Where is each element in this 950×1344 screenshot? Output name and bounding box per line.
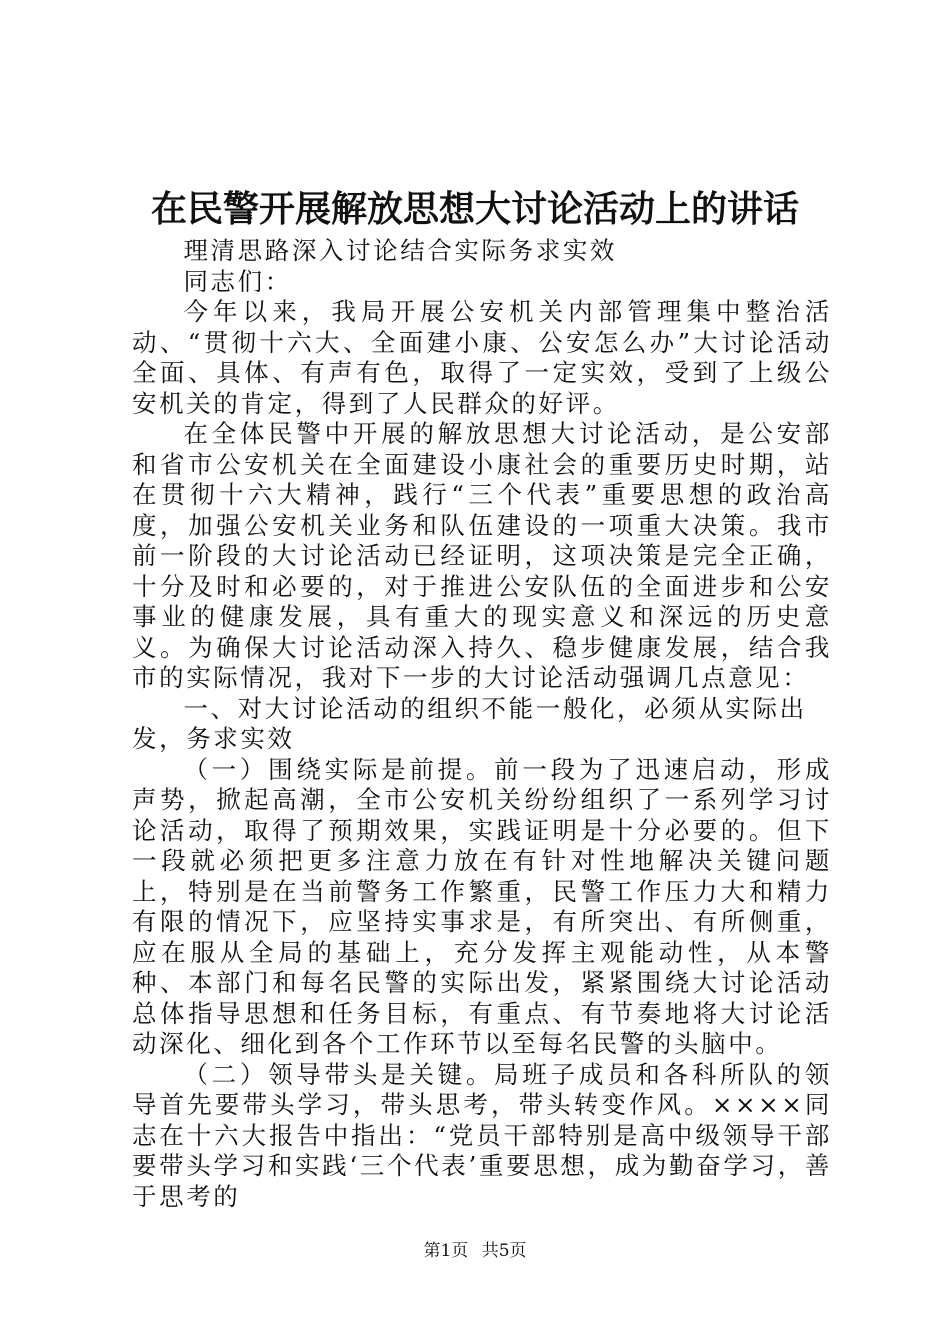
paragraph: （二）领导带头是关键。局班子成员和各科所队的领导首先要带头学习，带头思考，带头转变作风。××××同志在十六大报告中指出：“党员干部特别是高中级领导干部要带头学习和实践‘三个代表’重要思想，成为勤奋学习，善于思考的 xyxy=(132,1059,832,1211)
page-number: 第1页 xyxy=(423,1241,469,1261)
salutation: 同志们： xyxy=(183,266,292,296)
section-heading: 一、对大讨论活动的组织不能一般化，必须从实际出发，务求实效 xyxy=(132,693,807,753)
document-body xyxy=(132,236,832,1212)
paragraph: 在全体民警中开展的解放思想大讨论活动，是公安部和省市公安机关在全面建设小康社会的重要历史时期，站在贯彻十六大精神，践行“三个代表”重要思想的政治高度，加强公安机关业务和队伍建设的一项重大决策。我市前一阶段的大讨论活动已经证明，这项决策是完全正确，十分及时和必要的，对于推进公安队伍的全面进步和公安事业的健康发展，具有重大的现实意义和深远的历史意义。为确保大讨论活动深入持久、稳步健康发展，结合我市的实际情况，我对下一步的大讨论活动强调几点意见： xyxy=(132,419,832,692)
paragraph: （一）围绕实际是前提。前一段为了迅速启动，形成声势，掀起高潮，全市公安机关纷纷组织了一系列学习讨论活动，取得了预期效果，实践证明是十分必要的。但下一段就必须把更多注意力放在有针对性地解决关键问题上，特别是在当前警务工作繁重，民警工作压力大和精力有限的情况下，应坚持实事求是，有所突出、有所侧重，应在服从全局的基础上，充分发挥主观能动性，从本警种、本部门和每名民警的实际出发，紧紧围绕大讨论活动总体指导思想和任务目标，有重点、有节奏地将大讨论活动深化、细化到各个工作环节以至每名民警的头脑中。 xyxy=(132,754,832,1058)
page-footer xyxy=(0,1240,950,1262)
document-title: 在民警开展解放思想大讨论活动上的讲话 xyxy=(150,188,799,230)
page-total: 共5页 xyxy=(481,1241,527,1261)
subtitle: 理清思路深入讨论结合实际务求实效 xyxy=(183,236,618,265)
paragraph: 今年以来，我局开展公安机关内部管理集中整治活动、“贯彻十六大、全面建小康、公安怎么办”大讨论活动全面、具体、有声有色，取得了一定实效，受到了上级公安机关的肯定，得到了人民群众的好评。 xyxy=(132,297,832,418)
